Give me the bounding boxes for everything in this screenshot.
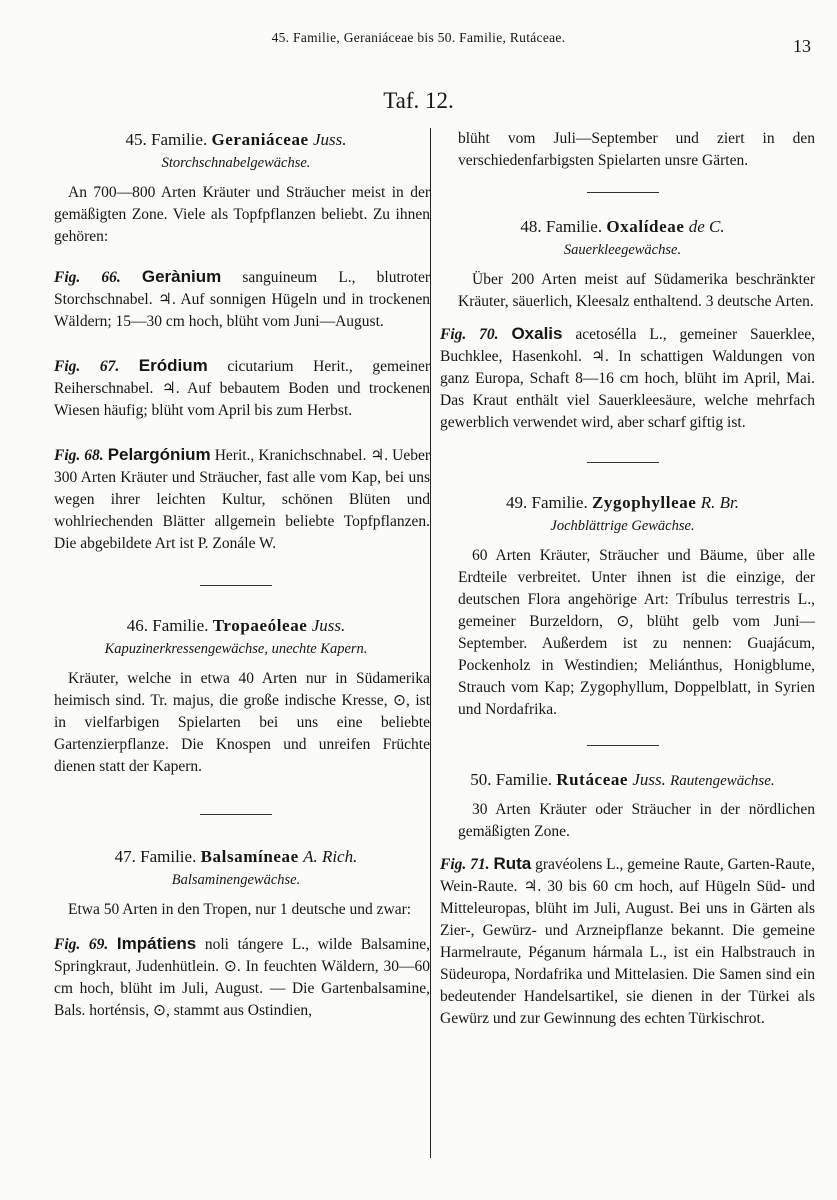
running-head: 45. Familie, Geraniáceae bis 50. Familie, Rutáceae. — [271, 30, 566, 45]
family-heading-48 — [430, 215, 815, 239]
page-number: 13 — [793, 36, 811, 56]
fig-67-entry — [42, 355, 430, 422]
fig-label: Fig. 70. — [440, 326, 499, 343]
right-column — [430, 128, 815, 1030]
family-intro: 30 Arten Kräuter oder Sträucher in der nördlichen gemäßigten Zone. — [458, 801, 815, 840]
section-separator — [200, 585, 272, 586]
family-heading-49 — [430, 491, 815, 515]
family-subtitle: Sauerkleegewächse. — [563, 242, 682, 258]
section-separator — [587, 745, 659, 746]
family-heading-46 — [42, 614, 430, 638]
continued-text: blüht vom Juli—September und ziert in den verschiedenfarbigsten Spielarten unsre Gärten. — [458, 130, 815, 169]
genus-name: Gerànium — [141, 267, 222, 286]
fig-label: Fig. 66. — [54, 269, 121, 286]
family-number: 50. Familie. — [470, 770, 552, 789]
family-subtitle: Jochblättrige Gewächse. — [550, 518, 695, 534]
family-name: Oxalídeae — [606, 217, 685, 236]
family-intro: Etwa 50 Arten in den Tropen, nur 1 deutsche und zwar: — [68, 901, 412, 918]
family-subtitle: Storchschnabelgewächse. — [161, 155, 311, 171]
family-heading-45 — [42, 128, 430, 152]
left-column — [42, 128, 430, 1022]
family-subtitle: Kapuzinerkressengewächse, unechte Kapern. — [104, 641, 368, 657]
family-name: Balsamíneae — [200, 847, 299, 866]
genus-name: Ruta — [493, 854, 532, 873]
plate-title: Taf. 12. — [383, 88, 454, 113]
fig-text: acetosélla L., gemeiner Sauerklee, Buchklee, Hasenkohl. ♃. In schattigen Waldungen von ganz Europa, Schaft 8—16 cm hoch, blüht im April, Mai. Das Kraut enthält viel Sauerkleesäure, welche mehrfach gewerblich verwendet wird, aber scharf giftig ist. — [440, 326, 816, 431]
family-name: Tropaeóleae — [212, 616, 308, 635]
fig-text: gravéolens L., gemeine Raute, Garten-Raute, Wein-Raute. ♃. 30 bis 60 cm hoch, auf Hügeln Süd- und Mitteleuropas, blüht im Juli, August. Bei uns in Gärten als Zier-, Gewürz- und Arzneipflanze bekannt. Die gemeine Harmelraute, Péganum hármala L., ist ein Halbstrauch in Südeuropa, Nordafrika und Mittelasien. Die Samen sind ein bedeutender Handelsartikel, sie dienen in der Türkei als Gewürz und zur Gewinnung des echten Türkischrot. — [440, 856, 815, 1027]
fig-text: sanguineum L., blutroter Storchschnabel. ♃. Auf sonnigen Hügeln und in trockenen Wäldern; 15—30 cm hoch, blüht vom Juni—August. — [54, 269, 431, 330]
family-author: Juss. — [312, 130, 347, 149]
family-name: Geraniáceae — [211, 130, 309, 149]
genus-name: Eródium — [138, 356, 208, 375]
family-intro: Kräuter, welche in etwa 40 Arten nur in Südamerika heimisch sind. Tr. majus, die große indische Kresse, ⊙, ist in vielfarbigen Spielarten bei uns eine beliebte Gartenzierpflanze. Die Knospen und unreifen Früchte dienen statt der Kapern. — [54, 670, 430, 775]
section-separator — [200, 814, 272, 815]
fig-text: cicutarium Herit., gemeiner Reiherschnabel. ♃. Auf bebautem Boden und trockenen Wiesen häufig; blüht vom April bis zum Herbst. — [54, 358, 431, 419]
family-author: Juss. — [632, 770, 666, 789]
fig-71-entry — [430, 853, 815, 1030]
fig-68-entry — [42, 444, 430, 555]
fig-label: Fig. 71. — [440, 856, 490, 873]
family-name: Zygophylleae — [591, 493, 697, 512]
family-author: Juss. — [311, 616, 346, 635]
family-intro: 60 Arten Kräuter, Sträucher und Bäume, über alle Erdteile verbreitet. Unter ihnen ist die einzige, der deutschen Flora angehörige Art: Tríbulus terrestris L., gemeiner Burzeldorn, ⊙, blüht gelb vom Juni—September. Außerdem ist zu nennen: Guajácum, Pockenholz in Westindien; Meliánthus, Honigblume, Strauch vom Kap; Zygophyllum, Doppelblatt, in Syrien und Nordafrika. — [458, 547, 815, 718]
fig-70-entry — [430, 323, 815, 434]
family-intro: An 700—800 Arten Kräuter und Sträucher meist in der gemäßigten Zone. Viele als Topfpflanzen beliebt. Zu ihnen gehören: — [54, 184, 430, 245]
genus-name: Impátiens — [116, 934, 197, 953]
family-heading-50 — [430, 768, 815, 793]
family-intro: Über 200 Arten meist auf Südamerika beschränkter Kräuter, säuerlich, Kleesalz enthaltend. 3 deutsche Arten. — [458, 271, 815, 310]
family-number: 49. Familie. — [506, 493, 588, 512]
fig-text: noli tángere L., wilde Balsamine, Springkraut, Judenhütlein. ⊙. In feuchten Wäldern, 30—60 cm hoch, blüht im Juli, August. — Die Gartenbalsamine, Bals. horténsis, ⊙, stammt aus Ostindien, — [54, 936, 431, 1019]
family-common-name: Rautengewächse. — [670, 773, 775, 789]
family-number: 45. Familie. — [125, 130, 208, 149]
family-number: 46. Familie. — [126, 616, 209, 635]
fig-text: Herit., Kranichschnabel. ♃. Ueber 300 Arten Kräuter und Sträucher, fast alle vom Kap, bei uns wegen ihrer leichten Kultur, schönen Blüten und wohlriechenden Blätter allgemein beliebte Topfpflanzen. Die abgebildete Art ist P. Zonále W. — [54, 447, 431, 552]
family-name: Rutáceae — [556, 770, 629, 789]
fig-label: Fig. 67. — [54, 358, 120, 375]
section-separator — [587, 192, 659, 193]
family-author: R. Br. — [700, 493, 739, 512]
section-separator — [587, 462, 659, 463]
fig-label: Fig. 68. — [54, 447, 104, 464]
fig-69-entry — [42, 933, 430, 1022]
family-subtitle: Balsaminengewächse. — [171, 872, 301, 888]
family-number: 48. Familie. — [520, 217, 603, 236]
family-author: A. Rich. — [303, 847, 358, 866]
fig-66-entry — [42, 266, 430, 333]
family-number: 47. Familie. — [114, 847, 197, 866]
family-author: de C. — [688, 217, 725, 236]
genus-name: Oxalis — [511, 324, 563, 343]
fig-label: Fig. 69. — [54, 936, 109, 953]
genus-name: Pelargónium — [107, 445, 211, 464]
family-heading-47 — [42, 845, 430, 869]
